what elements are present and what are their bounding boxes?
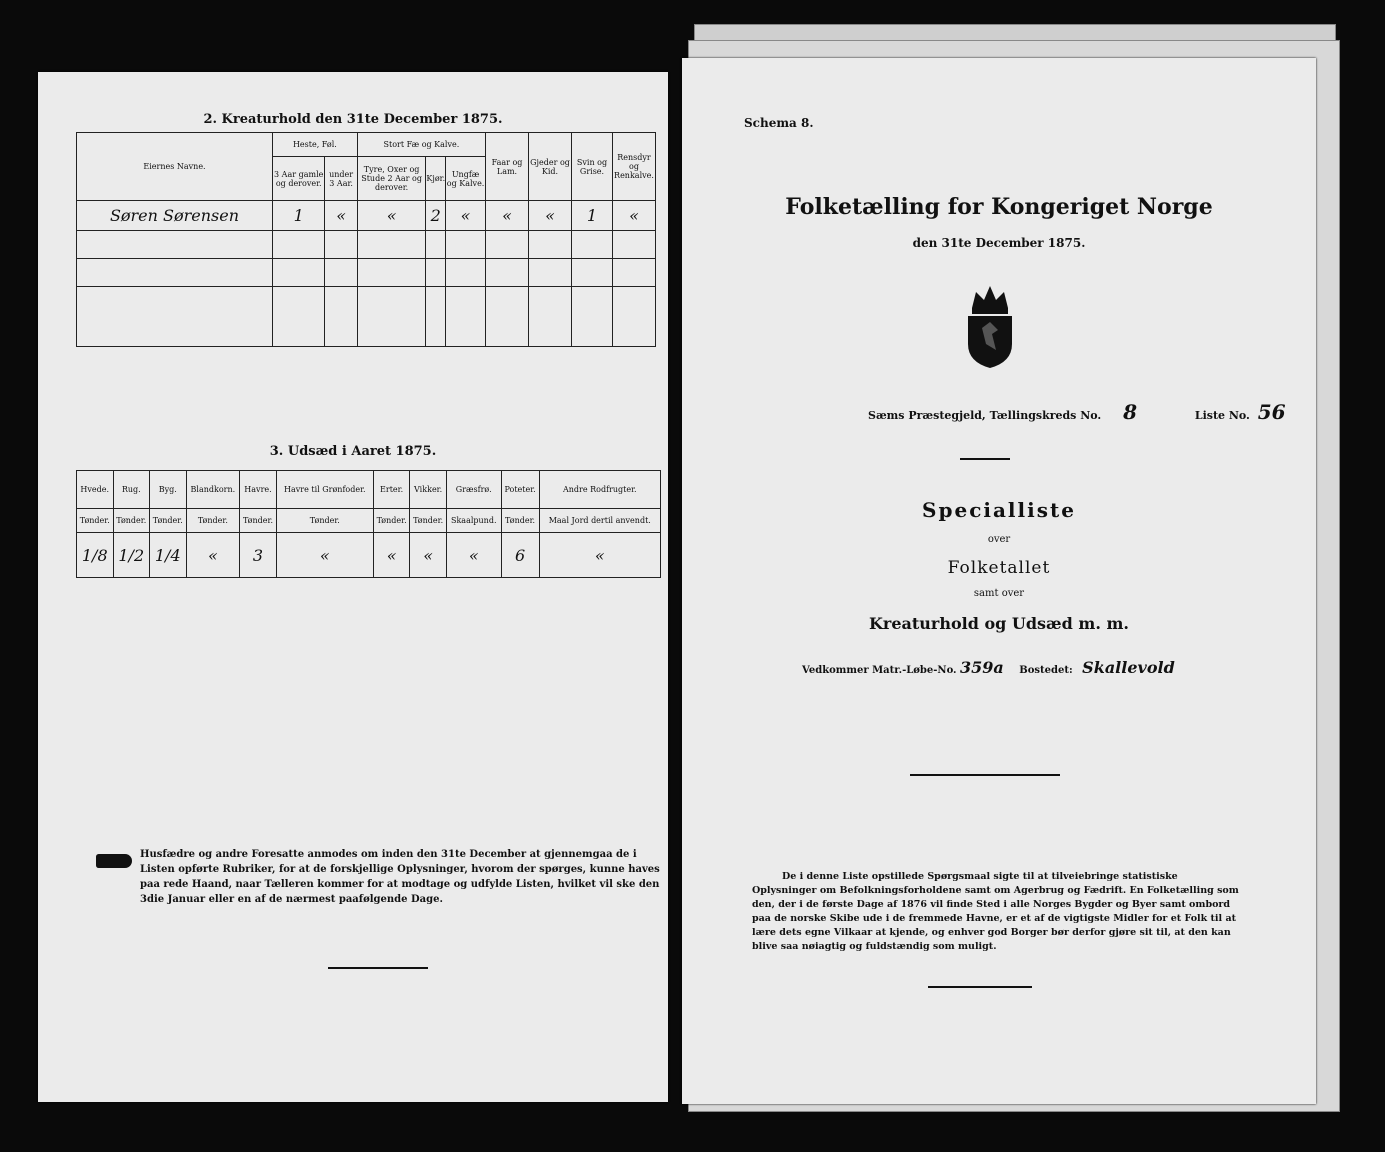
seed-col-header: Havre. bbox=[240, 471, 277, 509]
seed-col-unit: Skaalpund. bbox=[446, 508, 501, 533]
col-cattle: Stort Fæ og Kalve. bbox=[357, 133, 485, 157]
cell: « bbox=[486, 201, 529, 231]
seed-col-header: Byg. bbox=[150, 471, 187, 509]
livestock-table bbox=[76, 132, 656, 347]
seed-col-unit: Tønder. bbox=[77, 508, 114, 533]
cell: « bbox=[325, 201, 357, 231]
list-no: 56 bbox=[1257, 400, 1286, 424]
col-horses-young: under 3 Aar. bbox=[325, 157, 357, 201]
col-cattle-young: Ungfæ og Kalve. bbox=[446, 157, 486, 201]
right-page bbox=[682, 58, 1316, 1104]
cell: « bbox=[613, 201, 656, 231]
over-text: over bbox=[987, 534, 1011, 545]
col-horses: Heste, Føl. bbox=[273, 133, 358, 157]
seed-col-unit: Tønder. bbox=[410, 508, 447, 533]
seed-col-unit: Tønder. bbox=[240, 508, 277, 533]
section3-title: 3. Udsæd i Aaret 1875. bbox=[269, 444, 437, 459]
seed-cell: « bbox=[539, 533, 660, 578]
seed-col-header: Græsfrø. bbox=[446, 471, 501, 509]
col-owner: Eiernes Navne. bbox=[77, 133, 273, 201]
divider bbox=[910, 774, 1060, 776]
seed-col-unit: Maal Jord dertil anvendt. bbox=[539, 508, 660, 533]
coat-of-arms-icon bbox=[960, 280, 1020, 370]
seed-col-header: Havre til Grønfoder. bbox=[276, 471, 373, 509]
seed-col-unit: Tønder. bbox=[501, 508, 539, 533]
parish-label: Sæms Præstegjeld, Tællingskreds No. bbox=[868, 409, 1102, 422]
matr-label: Vedkommer Matr.-Løbe-No. bbox=[802, 665, 957, 676]
matr-no: 359a bbox=[960, 658, 1004, 677]
table-row bbox=[77, 533, 661, 578]
district-no: 8 bbox=[1123, 400, 1137, 424]
seed-cell: « bbox=[410, 533, 447, 578]
cell: 1 bbox=[572, 201, 613, 231]
seed-col-header: Blandkorn. bbox=[186, 471, 240, 509]
cell-owner: Søren Sørensen bbox=[77, 201, 273, 231]
cell: « bbox=[446, 201, 486, 231]
seed-cell: 1/8 bbox=[77, 533, 114, 578]
seed-col-unit: Tønder. bbox=[113, 508, 150, 533]
seed-col-header: Rug. bbox=[113, 471, 150, 509]
divider bbox=[328, 967, 428, 969]
seed-col-unit: Tønder. bbox=[373, 508, 410, 533]
left-page bbox=[38, 72, 668, 1102]
seed-col-unit: Tønder. bbox=[186, 508, 240, 533]
col-cattle-cows: Kjør. bbox=[426, 157, 446, 201]
divider bbox=[960, 458, 1010, 460]
col-horses-adult: 3 Aar gamle og derover. bbox=[273, 157, 325, 201]
divider bbox=[928, 986, 1032, 988]
notice-text: Husfædre og andre Foresatte anmodes om inden den 31te December at gjennemgaa de i Listen opførte Rubriker, for at de forskjellige Oplysninger, hvorom der spørges, kunne haves paa rede Haand, naar Tælleren kommer for at modtage og udfylde Listen, hvilket vil ske den 3die Januar eller en af de nærmest paafølgende Dage. bbox=[140, 849, 660, 905]
col-cattle-bulls: Tyre, Oxer og Stude 2 Aar og derover. bbox=[357, 157, 426, 201]
seed-col-header: Hvede. bbox=[77, 471, 114, 509]
cell: 1 bbox=[273, 201, 325, 231]
pointing-hand-icon bbox=[96, 854, 132, 868]
cell: « bbox=[357, 201, 426, 231]
bosted-label: Bostedet: bbox=[1019, 665, 1073, 676]
parish-line bbox=[868, 400, 1286, 424]
seed-cell: 6 bbox=[501, 533, 539, 578]
seed-cell: « bbox=[276, 533, 373, 578]
col-sheep: Faar og Lam. bbox=[486, 133, 529, 201]
samt-over-text: samt over bbox=[973, 588, 1025, 599]
census-date: den 31te December 1875. bbox=[912, 236, 1086, 250]
seed-cell: « bbox=[373, 533, 410, 578]
seed-col-unit: Tønder. bbox=[276, 508, 373, 533]
seed-cell: « bbox=[446, 533, 501, 578]
schema-label: Schema 8. bbox=[744, 116, 814, 130]
seed-cell: 1/2 bbox=[113, 533, 150, 578]
matr-line bbox=[802, 658, 1175, 677]
seed-cell: « bbox=[186, 533, 240, 578]
cell: « bbox=[529, 201, 572, 231]
seed-col-header: Vikker. bbox=[410, 471, 447, 509]
col-goats: Gjeder og Kid. bbox=[529, 133, 572, 201]
seed-col-unit: Tønder. bbox=[150, 508, 187, 533]
cell: 2 bbox=[426, 201, 446, 231]
seed-col-header: Andre Rodfrugter. bbox=[539, 471, 660, 509]
col-pigs: Svin og Grise. bbox=[572, 133, 613, 201]
seed-cell: 1/4 bbox=[150, 533, 187, 578]
table-row bbox=[77, 201, 656, 231]
seed-col-header: Poteter. bbox=[501, 471, 539, 509]
col-reindeer: Rensdyr og Renkalve. bbox=[613, 133, 656, 201]
intro-paragraph: De i denne Liste opstillede Spørgsmaal sigte til at tilveiebringe statistiske Oplysninger om Befolkningsforholdene samt om Agerbrug og Fædrift. En Folketælling som den, der i de første Dage af 1876 vil finde Sted i alle Norges Bygder og Byer samt ombord paa de norske Skibe ude i de fremmede Havne, er et af de vigtigste Midler for et Folk til at lære dets egne Vilkaar at kjende, og enhver god Borger bør derfor gjøre sit til, at den kan blive saa nøiagtig og fuldstændig som muligt. bbox=[752, 871, 1239, 952]
list-label: Liste No. bbox=[1194, 409, 1250, 422]
seed-col-header: Erter. bbox=[373, 471, 410, 509]
folketallet-title: Folketallet bbox=[947, 558, 1051, 578]
seed-cell: 3 bbox=[240, 533, 277, 578]
census-title: Folketælling for Kongeriget Norge bbox=[785, 194, 1213, 220]
kreatur-title: Kreaturhold og Udsæd m. m. bbox=[869, 614, 1129, 633]
specialliste-title: Specialliste bbox=[922, 498, 1076, 522]
section2-title: 2. Kreaturhold den 31te December 1875. bbox=[203, 112, 503, 127]
seed-table bbox=[76, 470, 661, 578]
bosted-value: Skallevold bbox=[1082, 658, 1175, 677]
